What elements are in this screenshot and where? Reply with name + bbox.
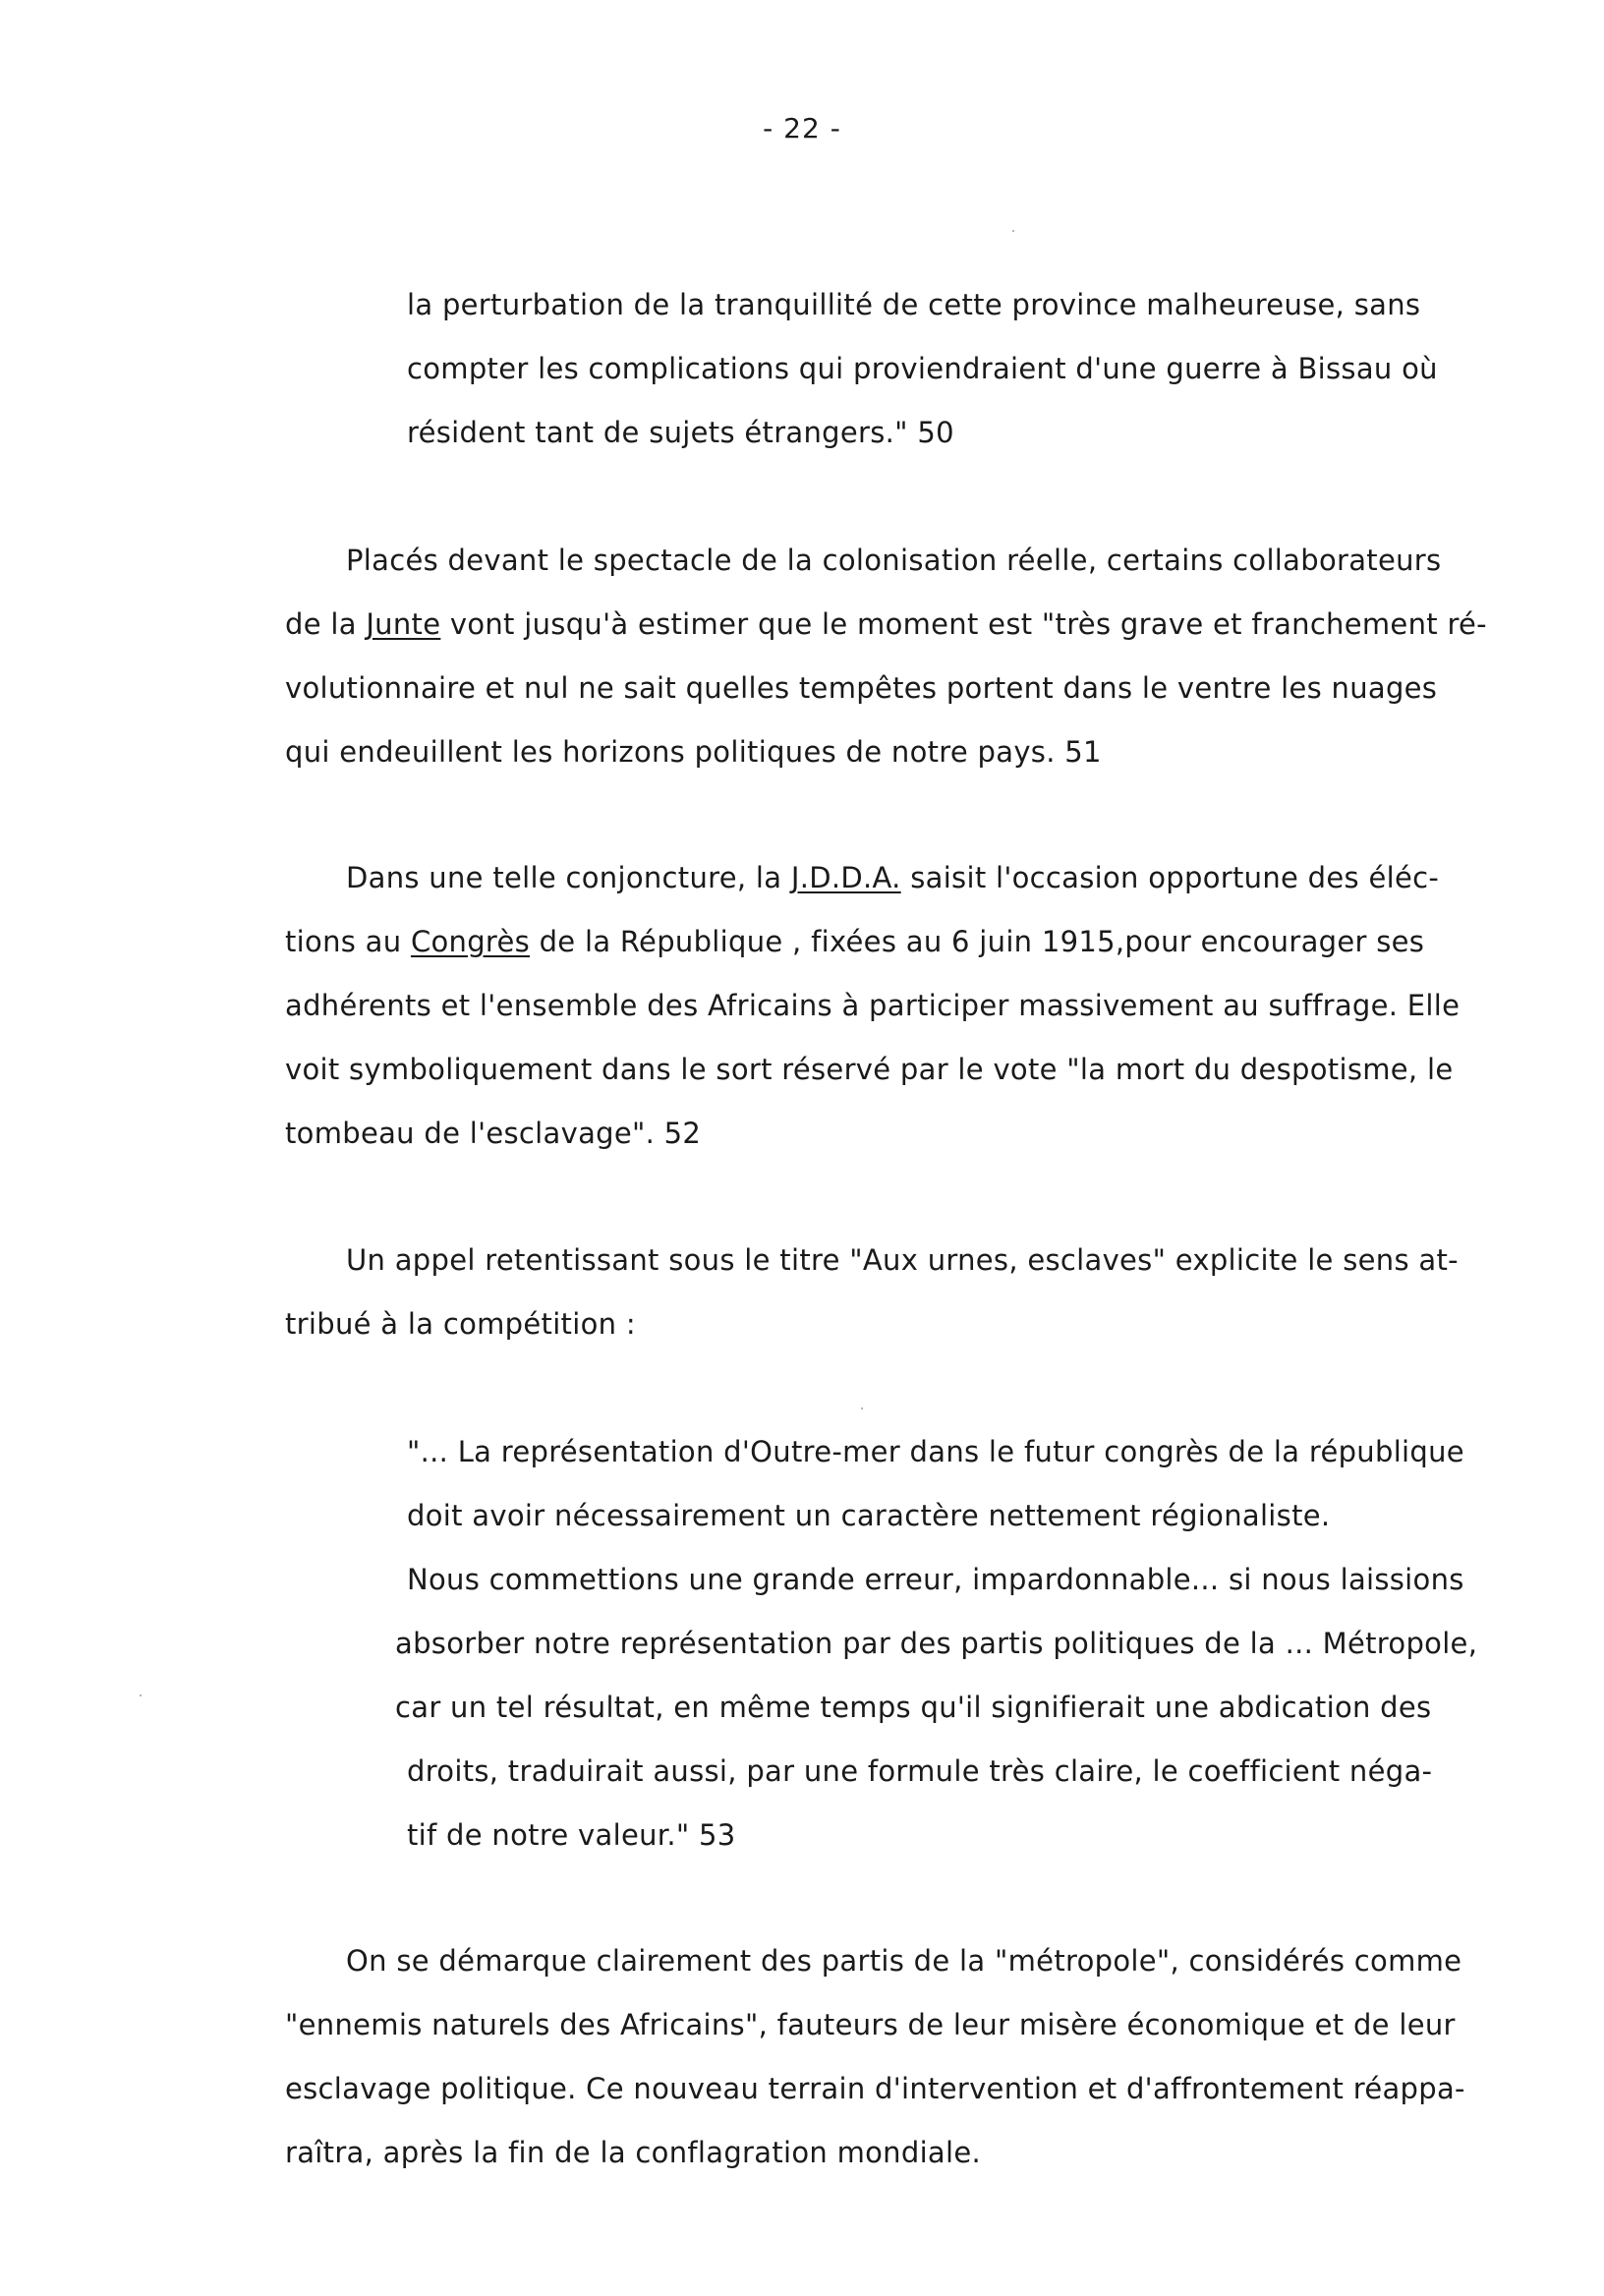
para2-line-5: tombeau de l'esclavage". 52 xyxy=(285,1117,702,1150)
para1-line-2 xyxy=(285,593,1487,657)
para2-line-1-end: saisit l'occasion opportune des éléc- xyxy=(900,861,1440,894)
paragraph-2 xyxy=(285,846,1460,1166)
para2-line-1 xyxy=(285,846,1460,910)
para2-line-3: adhérents et l'ensemble des Africains à participer massivement au suffrage. Elle xyxy=(285,989,1461,1022)
para2-line-2-end: de la République , fixées au 6 juin 1915,pour encourager ses xyxy=(530,925,1425,958)
para1-line-2-start: de la xyxy=(285,607,367,641)
scan-speck xyxy=(1012,230,1014,232)
underlined-congres: Congrès xyxy=(410,925,531,958)
scan-speck xyxy=(140,1694,142,1696)
paragraph-1 xyxy=(285,529,1487,784)
para1-line-2-end: vont jusqu'à estimer que le moment est "très grave et franchement ré- xyxy=(440,607,1487,641)
para2-line-1-start: Dans une telle conjoncture, la xyxy=(346,861,791,894)
para1-line-4: qui endeuillent les horizons politiques de notre pays. 51 xyxy=(285,735,1102,769)
quote2-line-7: tif de notre valeur." 53 xyxy=(407,1818,736,1852)
underlined-junte: Junte xyxy=(366,607,441,641)
quote1-line-3: résident tant de sujets étrangers." 50 xyxy=(407,416,954,449)
paragraph-3 xyxy=(285,1229,1459,1356)
para2-line-2 xyxy=(285,910,1460,974)
quote-block-1 xyxy=(407,273,1438,465)
quote2-line-5: car un tel résultat, en même temps qu'il signifierait une abdication des xyxy=(395,1691,1432,1724)
para3-line-1: Un appel retentissant sous le titre "Aux urnes, esclaves" explicite le sens at- xyxy=(346,1243,1459,1277)
page-number: - 22 - xyxy=(763,112,841,144)
quote2-line-4: absorber notre représentation par des partis politiques de la ... Métropole, xyxy=(395,1627,1478,1660)
para4-line-4: raîtra, après la fin de la conflagration mondiale. xyxy=(285,2136,982,2169)
para4-line-3: esclavage politique. Ce nouveau terrain d'intervention et d'affrontement réappa- xyxy=(285,2072,1465,2105)
para1-line-3: volutionnaire et nul ne sait quelles tempêtes portent dans le ventre les nuages xyxy=(285,671,1438,705)
para4-line-1: On se démarque clairement des partis de la "métropole", considérés comme xyxy=(346,1944,1462,1978)
quote2-line-1: "... La représentation d'Outre-mer dans le futur congrès de la république xyxy=(407,1435,1464,1468)
scan-speck xyxy=(861,1407,863,1409)
underlined-jdda: J.D.D.A. xyxy=(790,861,901,894)
para2-line-4: voit symboliquement dans le sort réservé par le vote "la mort du despotisme, le xyxy=(285,1053,1454,1086)
quote2-line-2: doit avoir nécessairement un caractère nettement régionaliste. xyxy=(407,1499,1331,1532)
quote2-line-6: droits, traduirait aussi, par une formule très claire, le coefficient néga- xyxy=(407,1754,1433,1788)
quote-block-2 xyxy=(395,1420,1478,1867)
quote1-line-1: la perturbation de la tranquillité de cette province malheureuse, sans xyxy=(407,288,1421,321)
quote2-line-3: Nous commettions une grande erreur, impardonnable... si nous laissions xyxy=(407,1563,1464,1596)
quote1-line-2: compter les complications qui proviendraient d'une guerre à Bissau où xyxy=(407,352,1438,385)
para3-line-2: tribué à la compétition : xyxy=(285,1307,636,1341)
para4-line-2: "ennemis naturels des Africains", fauteurs de leur misère économique et de leur xyxy=(285,2008,1456,2041)
para1-line-1: Placés devant le spectacle de la colonisation réelle, certains collaborateurs xyxy=(346,544,1442,577)
paragraph-4 xyxy=(285,1929,1465,2185)
para2-line-2-start: tions au xyxy=(285,925,411,958)
